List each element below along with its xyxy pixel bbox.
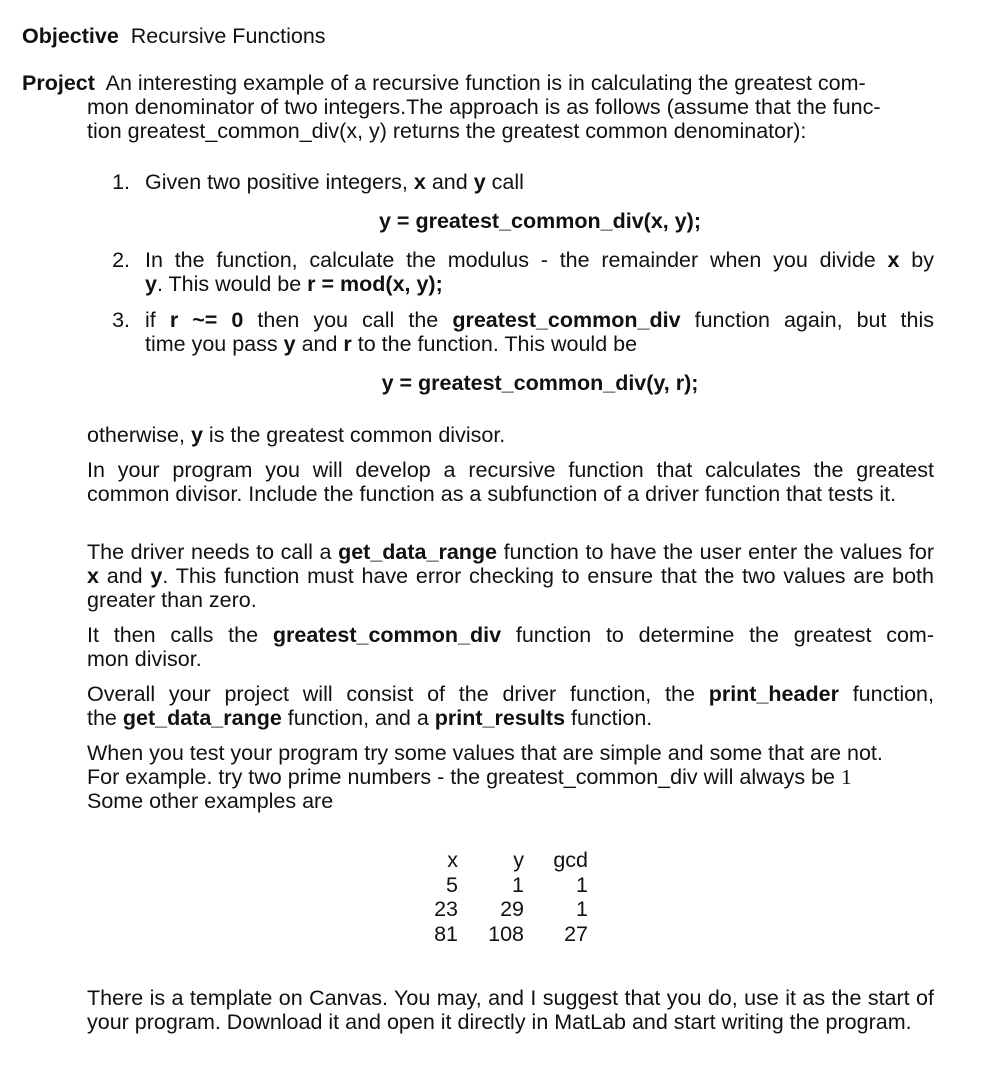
step-2-line-1	[145, 248, 934, 272]
step-3-part-b: then you call the	[243, 308, 453, 332]
project-label: Project	[22, 71, 95, 95]
cell-x: 23	[434, 897, 458, 921]
gcd-examples-table	[408, 848, 588, 946]
header-gcd: gcd	[553, 848, 588, 872]
cell-y: 108	[488, 921, 524, 946]
objective-label: Objective	[22, 24, 119, 48]
calls-line-2: mon divisor.	[87, 647, 202, 671]
table-row	[408, 873, 588, 898]
overall-part-d: function, and a	[281, 706, 435, 730]
overall-part-e: function.	[565, 706, 653, 730]
driver-part-b: function to have the user enter the values for	[497, 540, 934, 564]
var-x: x	[87, 564, 99, 588]
step-1-part: Given two positive integers,	[145, 170, 414, 194]
step-1-end: call	[485, 170, 524, 194]
paragraph-driver	[87, 540, 934, 612]
header-x: x	[447, 848, 458, 872]
project-intro-1: An interesting example of a recursive function is in calculating the greatest com-	[105, 71, 866, 95]
fn-print-header: print_header	[708, 682, 839, 706]
step-3-part-c: function again, but this	[680, 308, 935, 332]
test-line-3: Some other examples are	[87, 789, 334, 813]
step-1-number: 1.	[112, 170, 130, 194]
step-3-part-e: to the function. This would be	[351, 332, 638, 356]
code-call-2	[145, 371, 935, 395]
project-intro-2: mon denominator of two integers.The approach is as follows (assume that the func-	[87, 95, 881, 119]
table-row	[408, 897, 588, 922]
step-1-text	[145, 170, 945, 194]
var-y: y	[473, 170, 486, 194]
step-2-number: 2.	[112, 248, 130, 272]
code-call-1	[145, 209, 935, 233]
paragraph-calls	[87, 623, 934, 671]
var-y: y	[283, 332, 296, 356]
code-condition: r ~= 0	[169, 308, 244, 332]
table-header-row	[408, 848, 588, 873]
cell-gcd: 27	[564, 921, 588, 946]
fn-greatest-common-div: greatest_common_div	[452, 308, 681, 332]
fn-print-results: print_results	[434, 706, 566, 730]
cell-gcd: 1	[576, 872, 588, 897]
paragraph-template: There is a template on Canvas. You may, and I suggest that you do, use it as the start of your program. Download it and open it directly in MatLab and start writing the program.	[87, 986, 934, 1034]
code-call-2-text: y = greatest_common_div(y, r);	[381, 371, 699, 395]
var-y: y	[150, 564, 163, 588]
overall-part-a: Overall your project will consist of the driver function, the	[87, 682, 709, 706]
code-call-1-text: y = greatest_common_div(x, y);	[378, 209, 702, 233]
step-3-number: 3.	[112, 308, 130, 332]
test-line-2-one: 1	[840, 765, 852, 789]
project-intro-3: tion greatest_common_div(x, y) returns the greatest common denominator):	[87, 119, 807, 143]
header-y: y	[513, 848, 524, 872]
table-row	[408, 922, 588, 947]
step-3-line-2	[145, 332, 934, 356]
step-2-part-a: In the function, calculate the modulus - the remainder when you divide	[145, 248, 888, 272]
fn-get-data-range: get_data_range	[338, 540, 497, 564]
driver-part-c: . This function must have error checking to ensure that the two values are both greater than zero.	[87, 564, 934, 612]
step-3-part-d: time you pass	[145, 332, 284, 356]
step-2-part-c: . This would be	[156, 272, 308, 296]
driver-and: and	[98, 564, 151, 588]
cell-x: 81	[434, 921, 458, 946]
step-3-line-1	[145, 308, 934, 332]
calls-part-a: It then calls the	[87, 623, 273, 647]
step-2-text	[145, 248, 934, 296]
paragraph-program: In your program you will develop a recursive function that calculates the greatest common divisor. Include the function as a subfunction of a driver function that tests it.	[87, 458, 934, 506]
step-3-text	[145, 308, 934, 356]
cell-y: 29	[500, 897, 524, 921]
var-x: x	[887, 248, 900, 272]
otherwise-part-b: is the greatest common divisor.	[202, 423, 506, 447]
test-line-2	[87, 765, 947, 789]
step-2-line-2	[145, 272, 934, 296]
test-line-2-text: For example. try two prime numbers - the greatest_common_div will always be	[87, 765, 841, 789]
driver-part-a: The driver needs to call a	[87, 540, 339, 564]
overall-line-2	[87, 706, 934, 730]
project-line-1	[22, 71, 942, 95]
step-3-part-a: if	[145, 308, 170, 332]
otherwise-line	[87, 423, 937, 447]
var-y: y	[145, 272, 157, 296]
var-y: y	[190, 423, 203, 447]
objective-line	[22, 24, 962, 48]
overall-part-c: the	[87, 706, 123, 730]
var-x: x	[413, 170, 426, 194]
step-2-part-b: by	[899, 248, 934, 272]
fn-get-data-range: get_data_range	[122, 706, 282, 730]
test-line-1: When you test your program try some values that are simple and some that are not.	[87, 741, 883, 765]
code-mod: r = mod(x, y);	[307, 272, 443, 296]
cell-gcd: 1	[576, 897, 588, 921]
paragraph-test	[87, 741, 947, 813]
step-1-and: and	[425, 170, 474, 194]
fn-greatest-common-div: greatest_common_div	[272, 623, 502, 647]
step-3-and: and	[295, 332, 344, 356]
overall-line-1	[87, 682, 934, 706]
calls-line-1	[87, 623, 934, 647]
objective-text: Recursive Functions	[130, 24, 326, 48]
paragraph-overall	[87, 682, 934, 730]
cell-x: 5	[446, 872, 458, 897]
otherwise-part-a: otherwise,	[87, 423, 191, 447]
var-r: r	[343, 332, 352, 356]
calls-part-b: function to determine the greatest com-	[501, 623, 935, 647]
overall-part-b: function,	[838, 682, 934, 706]
cell-y: 1	[512, 872, 524, 897]
